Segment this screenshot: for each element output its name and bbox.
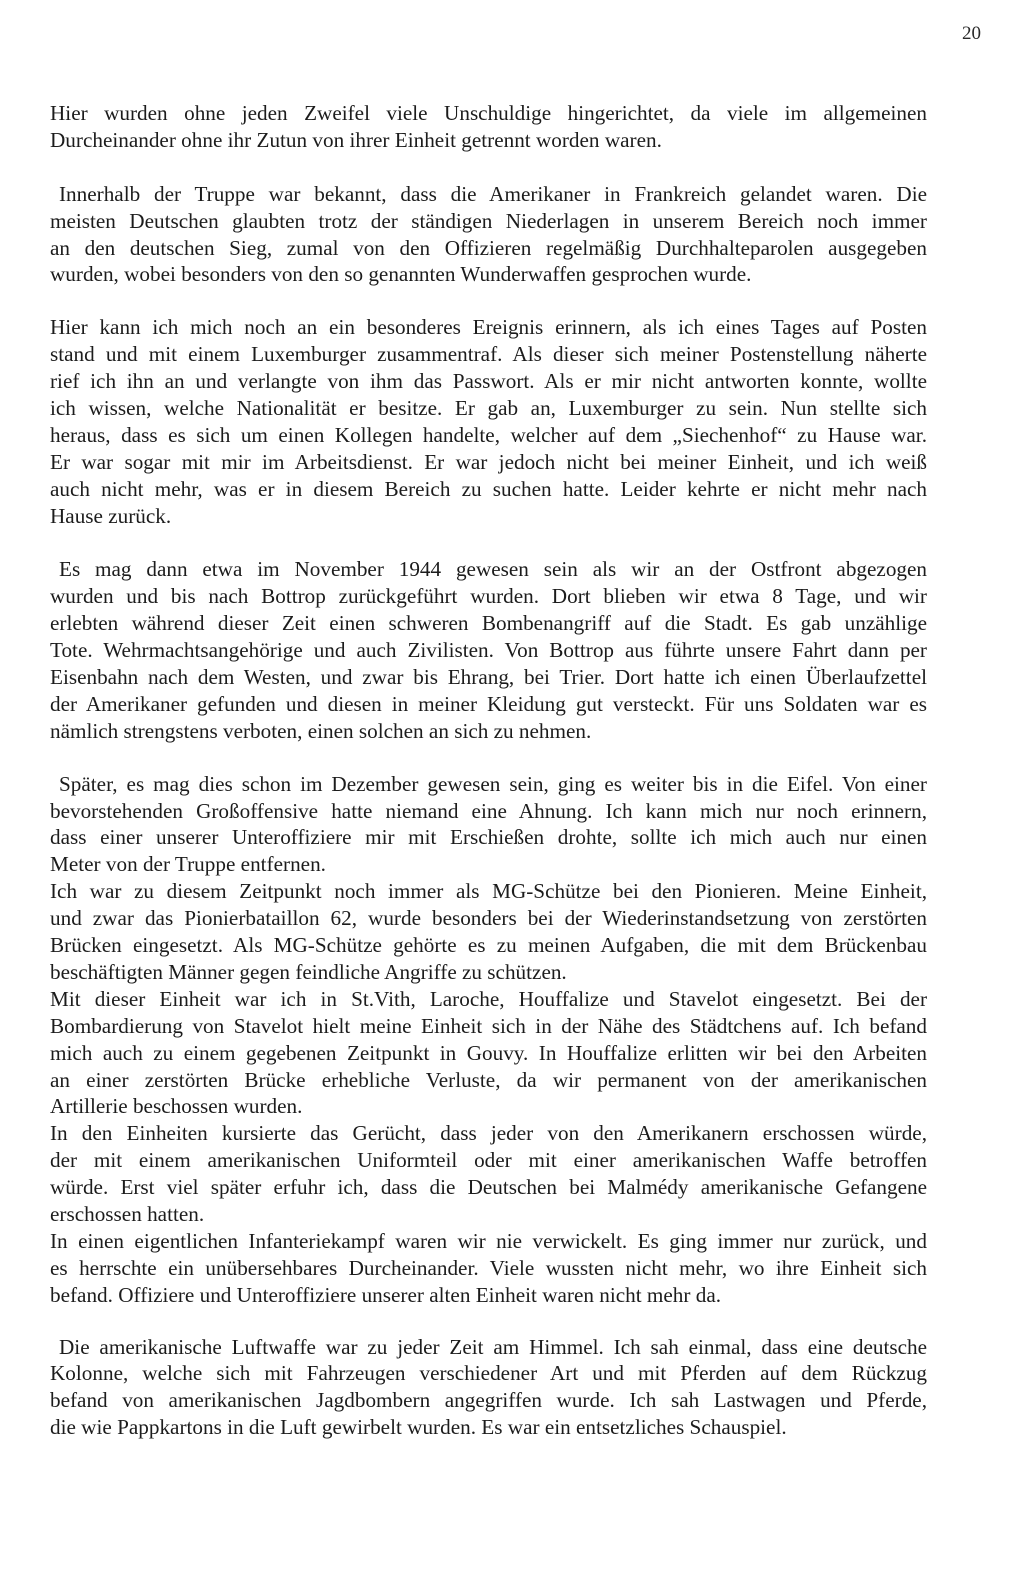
paragraph-pioniere — [50, 878, 927, 986]
paragraph-luftwaffe — [50, 1334, 927, 1442]
text-line: Eisenbahn nach dem Westen, und zwar bis Ehrang, bei Trier. Dort hatte ich einen Überlaufzettel — [50, 665, 927, 690]
text-line: Er war sogar mit mir im Arbeitsdienst. Er war jedoch nicht bei meiner Einheit, und ich weiß — [50, 449, 927, 474]
text-line: Brücken eingesetzt. Als MG-Schütze gehörte es zu meinen Aufgaben, die mit dem Brückenbau — [50, 933, 927, 958]
text-line: meisten Deutschen glaubten trotz der ständigen Niederlagen in unserem Bereich noch immer — [50, 208, 927, 233]
text-line: ich wissen, welche Nationalität er besitze. Er gab an, Luxemburger zu sein. Nun stellte sich — [50, 396, 927, 421]
document-body — [50, 100, 927, 1441]
paragraph-einsatzorte — [50, 986, 927, 1120]
text-line: an den deutschen Sieg, zumal von den Offizieren regelmäßig Durchhalteparolen ausgegeben — [50, 235, 927, 260]
text-line: es herrschte ein unübersehbares Durcheinander. Viele wussten nicht mehr, wo ihre Einheit sich — [50, 1255, 927, 1280]
text-line: würde. Erst viel später erfuhr ich, dass die Deutschen bei Malmédy amerikanische Gefangene — [50, 1175, 927, 1200]
text-line: mich auch zu einem gegebenen Zeitpunkt in Gouvy. In Houffalize erlitten wir bei den Arbeiten — [50, 1040, 927, 1065]
text-line: Meter von der Truppe entfernen. — [50, 852, 326, 877]
text-line: der mit einem amerikanischen Uniformteil oder mit einer amerikanischen Waffe betroffen — [50, 1148, 927, 1173]
text-line: bevorstehenden Großoffensive hatte niemand eine Ahnung. Ich kann mich nur noch erinnern, — [50, 798, 927, 823]
text-line: Hause zurück. — [50, 503, 172, 528]
text-line: Ich war zu diesem Zeitpunkt noch immer als MG-Schütze bei den Pionieren. Meine Einheit, — [50, 879, 927, 904]
text-line: Kolonne, welche sich mit Fahrzeugen verschiedener Art und mit Pferden auf dem Rückzug — [50, 1361, 927, 1386]
text-line: In einen eigentlichen Infanteriekampf waren wir nie verwickelt. Es ging immer nur zurück, und — [50, 1228, 927, 1253]
text-line: wurden, wobei besonders von den so genannten Wunderwaffen gesprochen wurde. — [50, 262, 752, 287]
paragraph-landing — [50, 181, 927, 289]
text-line: Durcheinander ohne ihr Zutun von ihrer Einheit getrennt worden waren. — [50, 127, 662, 152]
text-line: heraus, dass es sich um einen Kollegen handelte, welcher auf dem „Siechenhof“ zu Hause war. — [50, 422, 927, 447]
text-line: erschossen hatten. — [50, 1201, 205, 1226]
text-line: befand. Offiziere und Unteroffiziere unserer alten Einheit waren nicht mehr da. — [50, 1282, 722, 1307]
text-line: beschäftigten Männer gegen feindliche Angriffe zu schützen. — [50, 959, 567, 984]
paragraph-eifel — [50, 771, 927, 879]
text-line: rief ich ihn an und verlangte von ihm das Passwort. Als er mir nicht antworten konnte, wollte — [50, 369, 927, 394]
text-line: Innerhalb der Truppe war bekannt, dass die Amerikaner in Frankreich gelandet waren. Die — [59, 181, 927, 206]
text-line: Die amerikanische Luftwaffe war zu jeder Zeit am Himmel. Ich sah einmal, dass eine deutsche — [59, 1334, 927, 1359]
text-line: der Amerikaner gefunden und diesen in meiner Kleidung gut versteckt. Für uns Soldaten war es — [50, 691, 927, 716]
paragraph-rueckzug — [50, 1228, 927, 1309]
text-line: und zwar das Pionierbataillon 62, wurde besonders bei der Wiederinstandsetzung von zerstörten — [50, 906, 927, 931]
paragraph-luxemburger — [50, 314, 927, 529]
page-number: 20 — [962, 23, 981, 44]
paragraph-executions — [50, 100, 927, 154]
text-line: Es mag dann etwa im November 1944 gewesen sein als wir an der Ostfront abgezogen — [59, 557, 927, 582]
text-line: erlebten während dieser Zeit einen schweren Bombenangriff auf die Stadt. Es gab unzählige — [50, 611, 927, 636]
text-line: nämlich strengstens verboten, einen solchen an sich zu nehmen. — [50, 718, 592, 743]
text-line: wurden und bis nach Bottrop zurückgeführt wurden. Dort blieben wir etwa 8 Tage, und wir — [50, 584, 927, 609]
text-line: die wie Pappkartons in die Luft gewirbelt wurden. Es war ein entsetzliches Schauspiel. — [50, 1415, 787, 1440]
paragraph-bottrop — [50, 556, 927, 744]
text-line: dass einer unserer Unteroffiziere mir mit Erschießen drohte, sollte ich mich auch nur einen — [50, 825, 927, 850]
text-line: befand von amerikanischen Jagdbombern angegriffen wurde. Ich sah Lastwagen und Pferde, — [50, 1388, 927, 1413]
text-line: Bombardierung von Stavelot hielt meine Einheit sich in der Nähe des Städtchens auf. Ich befand — [50, 1013, 927, 1038]
paragraph-geruecht — [50, 1120, 927, 1228]
text-line: In den Einheiten kursierte das Gerücht, dass jeder von den Amerikanern erschossen würde, — [50, 1121, 927, 1146]
text-line: Später, es mag dies schon im Dezember gewesen sein, ging es weiter bis in die Eifel. Von einer — [59, 771, 927, 796]
text-line: Mit dieser Einheit war ich in St.Vith, Laroche, Houffalize und Stavelot eingesetzt. Bei der — [50, 986, 927, 1011]
text-line: Hier kann ich mich noch an ein besonderes Ereignis erinnern, als ich eines Tages auf Posten — [50, 315, 927, 340]
text-line: stand und mit einem Luxemburger zusammentraf. Als dieser sich meiner Postenstellung näherte — [50, 342, 927, 367]
text-line: Tote. Wehrmachtsangehörige und auch Zivilisten. Von Bottrop aus führte unsere Fahrt dann per — [50, 638, 927, 663]
text-line: Hier wurden ohne jeden Zweifel viele Unschuldige hingerichtet, da viele im allgemeinen — [50, 101, 927, 125]
text-line: Artillerie beschossen wurden. — [50, 1094, 303, 1119]
text-line: auch nicht mehr, was er in diesem Bereich zu suchen hatte. Leider kehrte er nicht mehr nach — [50, 476, 927, 501]
text-line: an einer zerstörten Brücke erhebliche Verluste, da wir permanent von der amerikanischen — [50, 1067, 927, 1092]
